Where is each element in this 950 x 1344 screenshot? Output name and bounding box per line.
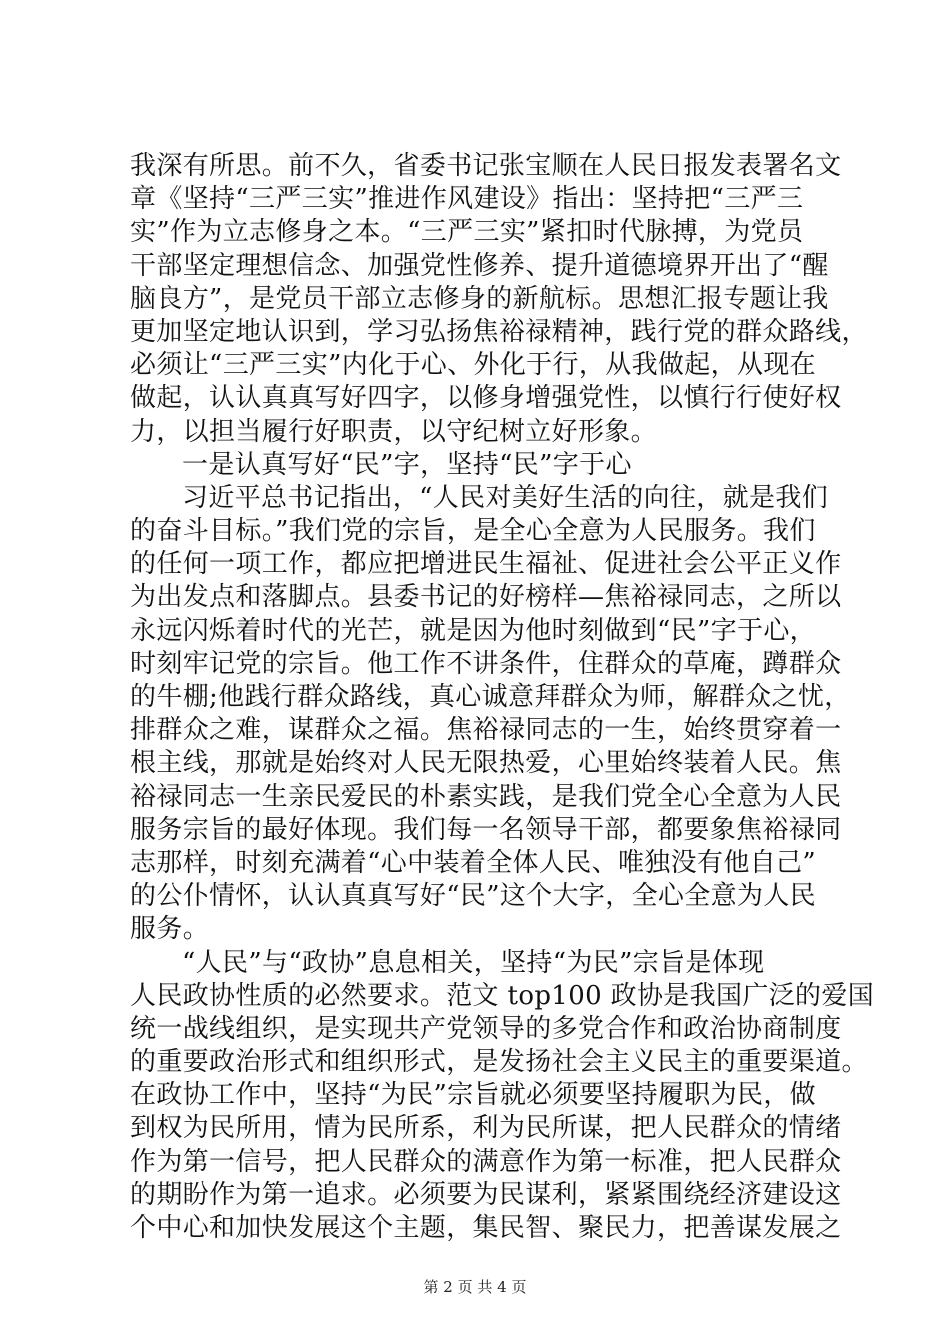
text-line: 章《坚持“三严三实”推进作风建设》指出：坚持把“三严三 xyxy=(130,184,804,215)
text-line: 更加坚定地认识到，学习弘扬焦裕禄精神，践行党的群众路线， xyxy=(130,316,868,347)
text-line: 永远闪烁着时代的光芒，就是因为他时刻做到“民”字于心， xyxy=(130,615,817,646)
text-line: 脑良方”，是党员干部立志修身的新航标。思想汇报专题让我 xyxy=(130,283,829,314)
text-line: “人民”与“政协”息息相关，坚持“为民”宗旨是体现 xyxy=(182,947,765,978)
text-line: 的牛棚;他践行群众路线，真心诚意拜群众为师，解群众之忧， xyxy=(130,682,851,712)
text-line: 服务。 xyxy=(130,914,210,945)
text-line: 排群众之难，谋群众之福。焦裕禄同志的一生，始终贯穿着一 xyxy=(130,715,842,746)
text-line: 一是认真写好“民”字，坚持“民”字于心 xyxy=(182,449,632,480)
text-line: 的任何一项工作，都应把增进民生福祉、促进社会公平正义作 xyxy=(130,549,842,580)
text-line: 必须让“三严三实”内化于心、外化于行，从我做起，从现在 xyxy=(130,350,817,381)
text-line: 实”作为立志修身之本。“三严三实”紧扣时代脉搏，为党员 xyxy=(130,217,804,248)
text-line: 干部坚定理想信念、加强党性修养、提升道德境界开出了“醒 xyxy=(130,250,829,281)
text-line: 为出发点和落脚点。县委书记的好榜样—焦裕禄同志，之所以 xyxy=(130,582,842,613)
text-line: 到权为民所用，情为民所系，利为民所谋，把人民群众的情绪 xyxy=(130,1113,842,1144)
text-line: 习近平总书记指出，“人民对美好生活的向往，就是我们 xyxy=(182,482,829,513)
text-line: 统一战线组织，是实现共产党领导的多党合作和政治协商制度 xyxy=(130,1013,842,1044)
text-line: 的公仆情怀，认认真真写好“民”这个大字，全心全意为人民 xyxy=(130,881,817,912)
body-text xyxy=(130,150,875,1245)
text-line: 的奋斗目标。”我们党的宗旨，是全心全意为人民服务。我们 xyxy=(130,516,816,547)
text-line: 我深有所思。前不久，省委书记张宝顺在人民日报发表署名文 xyxy=(130,151,842,181)
text-line: 个中心和加快发展这个主题，集民智、聚民力，把善谋发展之 xyxy=(130,1213,842,1243)
text-line: 志那样，时刻充满着“心中装着全体人民、唯独没有他自己” xyxy=(130,847,817,878)
text-line: 作为第一信号，把人民群众的满意作为第一标准，把人民群众 xyxy=(130,1146,842,1177)
text-line: 做起，认认真真写好四字，以修身增强党性，以慎行行使好权 xyxy=(130,383,842,414)
text-line: 在政协工作中，坚持“为民”宗旨就必须要坚持履职为民，做 xyxy=(130,1080,817,1111)
text-line: 的期盼作为第一追求。必须要为民谋利，紧紧围绕经济建设这 xyxy=(130,1179,842,1210)
text-line: 裕禄同志一生亲民爱民的朴素实践，是我们党全心全意为人民 xyxy=(130,781,842,812)
text-line: 服务宗旨的最好体现。我们每一名领导干部，都要象焦裕禄同 xyxy=(130,814,842,845)
text-line: 力，以担当履行好职责，以守纪树立好形象。 xyxy=(130,416,658,447)
page-footer: 第 2 页 共 4 页 xyxy=(423,1278,527,1296)
text-line: 时刻牢记党的宗旨。他工作不讲条件，住群众的草庵，蹲群众 xyxy=(130,648,842,679)
text-line: 的重要政治形式和组织形式，是发扬社会主义民主的重要渠道。 xyxy=(130,1047,868,1078)
text-line: 人民政协性质的必然要求。范文 top100 政协是我国广泛的爱国 xyxy=(130,980,875,1011)
text-line: 根主线，那就是始终对人民无限热爱，心里始终装着人民。焦 xyxy=(130,748,842,779)
